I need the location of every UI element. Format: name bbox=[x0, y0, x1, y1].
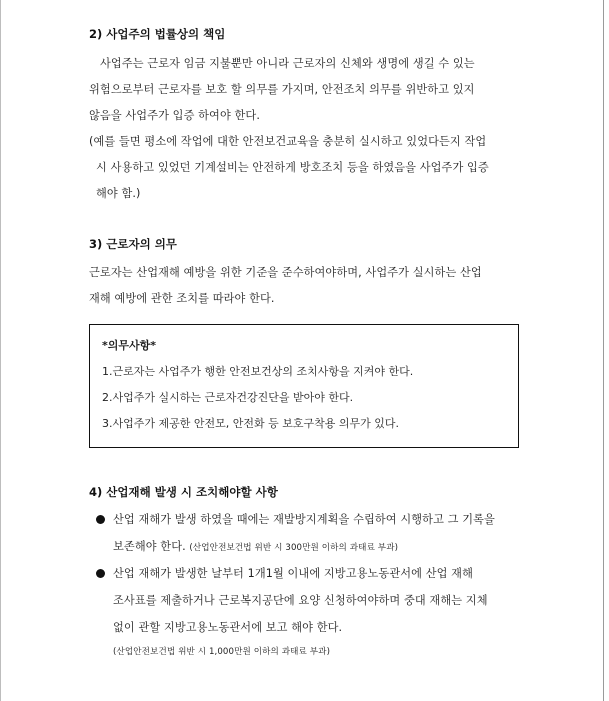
bullet-2-line-3: 없이 관할 지방고용노동관서에 보고 해야 한다. bbox=[113, 621, 343, 634]
bullet-2-line-2: 조사표를 제출하거나 근로복지공단에 요양 신청하여야하며 중대 재해는 지체 bbox=[113, 594, 488, 607]
section-2-heading: 2) 사업주의 법률상의 책임 bbox=[89, 27, 226, 41]
section-3-line-1: 근로자는 산업재해 예방을 위한 기준을 준수하여야하며, 사업주가 실시하는 산업 bbox=[89, 266, 482, 279]
bullet-1-penalty-note: (산업안전보건법 위반 시 300만원 이하의 과태료 부과) bbox=[189, 543, 399, 553]
section-2-line-5: 시 사용하고 있었던 기계설비는 안전하게 방호조치 등을 하였음을 사업주가 입증 bbox=[96, 161, 489, 174]
bullet-1-line-1: 산업 재해가 발생 하였을 때에는 재발방지계획을 수립하여 시행하고 그 기록을 bbox=[113, 513, 495, 526]
section-2-line-1: 사업주는 근로자 임금 지불뿐만 아니라 근로자의 신체와 생명에 생길 수 있는 bbox=[100, 57, 475, 70]
bullet-2-line-1: 산업 재해가 발생한 날부터 1개1월 이내에 지방고용노동관서에 산업 재해 bbox=[113, 567, 473, 580]
section-2-line-2: 위험으로부터 근로자를 보호 할 의무를 가지며, 안전조치 의무를 위반하고 있지 bbox=[89, 83, 475, 96]
section-3-line-2: 재해 예방에 관한 조치를 따라야 한다. bbox=[89, 292, 275, 305]
bullet-2-penalty-note: (산업안전보건법 위반 시 1,000만원 이하의 과태료 부과) bbox=[113, 647, 331, 657]
duty-item-1: 1.근로자는 사업주가 행한 안전보건상의 조치사항을 지켜야 한다. bbox=[102, 365, 414, 378]
section-3-heading: 3) 근로자의 의무 bbox=[89, 237, 177, 251]
section-2-line-4: (예를 들면 평소에 작업에 대한 안전보건교육을 충분히 실시하고 있었다든지 작업 bbox=[89, 135, 487, 148]
bullet-icon bbox=[96, 569, 105, 578]
bullet-icon bbox=[96, 515, 105, 524]
bullet-1-line-2 bbox=[113, 538, 398, 554]
section-2-line-6: 해야 함.) bbox=[96, 187, 141, 200]
bullet-1-text: 보존해야 한다. bbox=[113, 540, 186, 553]
section-2-line-3: 않음을 사업주가 입증 하여야 한다. bbox=[89, 109, 260, 122]
duties-box-title: *의무사항* bbox=[102, 339, 157, 352]
duties-box bbox=[89, 324, 519, 448]
duty-item-3: 3.사업주가 제공한 안전모, 안전화 등 보호구착용 의무가 있다. bbox=[102, 417, 399, 430]
duty-item-2: 2.사업주가 실시하는 근로자건강진단을 받아야 한다. bbox=[102, 391, 354, 404]
section-4-heading: 4) 산업재해 발생 시 조치해야할 사항 bbox=[89, 485, 278, 499]
